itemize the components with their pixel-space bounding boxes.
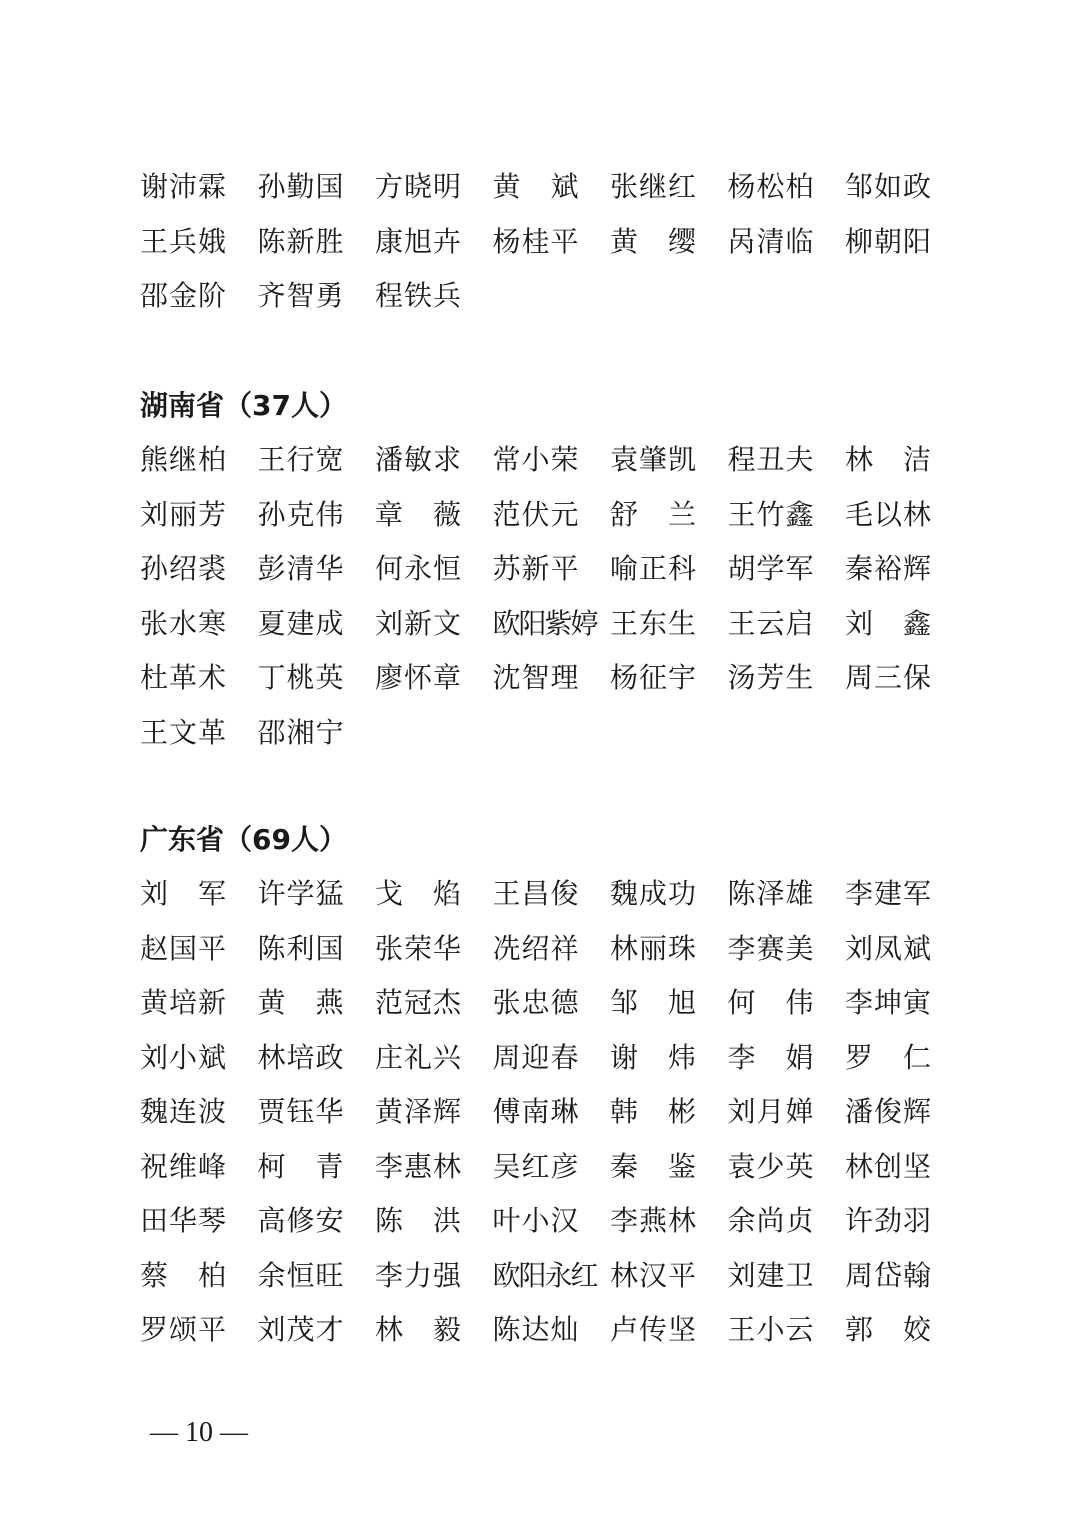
name-row [140,542,940,597]
name-row [140,215,940,270]
person-name: 刘茂才 [257,1313,345,1346]
person-name: 张继红 [610,170,698,203]
person-name: 刘建卫 [727,1258,815,1292]
person-name: 范伏元 [492,497,580,531]
person-name: 喻正科 [610,552,698,585]
person-name: 黄泽辉 [375,1095,463,1128]
person-name: 范冠杰 [375,986,463,1019]
person-name: 冼绍祥 [492,931,580,965]
section-heading-hunan: 湖南省（37人） [140,389,347,422]
person-name: 张荣华 [375,931,463,965]
person-name: 苏新平 [492,552,580,585]
person-name: 李惠林 [375,1149,463,1183]
person-name: 孙勤国 [257,170,345,203]
person-name: 罗 仁 [845,1040,933,1074]
person-name: 王竹鑫 [727,497,815,531]
person-name: 赵国平 [140,931,228,965]
person-name: 周岱翰 [845,1258,933,1292]
person-name: 林汉平 [610,1258,698,1292]
person-name: 李坤寅 [845,986,933,1019]
person-name: 黄 燕 [257,986,345,1019]
person-name: 夏建成 [257,606,345,640]
person-name: 方晓明 [375,170,463,203]
person-name: 贾钰华 [257,1095,345,1128]
person-name: 李建军 [845,877,933,910]
person-name: 丁桃英 [257,661,345,694]
person-name: 齐智勇 [257,279,345,312]
person-name: 常小荣 [492,443,580,476]
person-name: 刘凤斌 [845,931,933,965]
person-name: 熊继柏 [140,443,228,476]
name-row [140,1031,940,1086]
person-name: 李赛美 [727,931,815,965]
person-name: 杨松柏 [727,170,815,203]
person-name: 许劲羽 [845,1204,933,1237]
person-name: 康旭卉 [375,224,463,258]
person-name: 余恒旺 [257,1258,345,1292]
person-name: 何 伟 [727,986,815,1019]
person-name: 柳朝阳 [845,224,933,258]
person-name: 孙绍裘 [140,552,228,585]
person-name: 邹 旭 [610,986,698,1019]
name-row [140,269,940,324]
person-name: 刘 鑫 [845,606,933,640]
name-row [140,1085,940,1140]
person-name: 杜革术 [140,661,228,694]
person-name: 何永恒 [375,552,463,585]
person-name: 胡学军 [727,552,815,585]
person-name: 高修安 [257,1204,345,1237]
person-name: 李力强 [375,1258,463,1292]
person-name: 张忠德 [492,986,580,1019]
name-row [140,488,940,543]
person-name: 罗颂平 [140,1313,228,1346]
person-name: 郭 姣 [845,1313,933,1346]
name-row [140,1194,940,1249]
continued-name-list [140,160,940,324]
person-name: 陈泽雄 [727,877,815,910]
person-name: 程铁兵 [375,279,463,312]
person-name: 邵金阶 [140,279,228,312]
person-name: 陈新胜 [257,224,345,258]
name-row [140,1303,940,1358]
person-name: 林培政 [257,1040,345,1074]
person-name: 林丽珠 [610,931,698,965]
person-name: 潘敏求 [375,443,463,476]
name-row [140,976,940,1031]
person-name: 谢 炜 [610,1040,698,1074]
person-name: 刘小斌 [140,1040,228,1074]
person-name: 廖怀章 [375,661,463,694]
person-name: 傅南琳 [492,1095,580,1128]
person-name: 王东生 [610,606,698,640]
person-name: 邵湘宁 [257,715,345,749]
person-name: 汤芳生 [727,661,815,694]
person-name: 程丑夫 [727,443,815,476]
person-name: 李 娟 [727,1040,815,1074]
name-row [140,922,940,977]
person-name: 卢传坚 [610,1313,698,1346]
name-row [140,1249,940,1304]
person-name: 刘新文 [375,606,463,640]
person-name: 毛以林 [845,497,933,531]
name-row [140,706,940,761]
person-name: 周迎春 [492,1040,580,1074]
person-name: 袁少英 [727,1149,815,1183]
guangdong-name-list [140,867,940,1358]
person-name: 章 薇 [375,497,463,531]
person-name: 刘 军 [140,877,228,910]
person-name: 田华琴 [140,1204,228,1237]
person-name: 潘俊辉 [845,1095,933,1128]
name-row [140,867,940,922]
person-name: 魏成功 [610,877,698,910]
person-name: 呙清临 [727,224,815,258]
person-name: 祝维峰 [140,1149,228,1183]
person-name: 孙克伟 [257,497,345,531]
person-name: 刘丽芳 [140,497,228,531]
person-name: 魏连波 [140,1095,228,1128]
person-name: 邹如政 [845,170,933,203]
name-row [140,160,940,215]
person-name: 杨桂平 [492,224,580,258]
person-name: 许学猛 [257,877,345,910]
section-heading-guangdong: 广东省（69人） [140,823,347,856]
name-row [140,433,940,488]
person-name: 林 毅 [375,1313,463,1346]
person-name: 秦 鉴 [610,1149,698,1183]
person-name: 黄 斌 [492,170,580,203]
person-name: 王兵娥 [140,224,228,258]
person-name: 王云启 [727,606,815,640]
person-name: 蔡 柏 [140,1258,228,1292]
name-row [140,651,940,706]
person-name: 袁肇凯 [610,443,698,476]
person-name: 陈达灿 [492,1313,580,1346]
person-name: 周三保 [845,661,933,694]
person-name: 叶小汉 [492,1204,580,1237]
person-name: 陈利国 [257,931,345,965]
person-name: 黄培新 [140,986,228,1019]
person-name: 吴红彦 [492,1149,580,1183]
person-name: 欧阳紫婷 [492,606,597,640]
person-name: 杨征宇 [610,661,698,694]
person-name: 韩 彬 [610,1095,698,1128]
person-name: 林创坚 [845,1149,933,1183]
person-name: 秦裕辉 [845,552,933,585]
person-name: 余尚贞 [727,1204,815,1237]
person-name: 王文革 [140,715,228,749]
person-name: 张水寒 [140,606,228,640]
person-name: 沈智理 [492,661,580,694]
hunan-name-list [140,433,940,760]
person-name: 王小云 [727,1313,815,1346]
person-name: 舒 兰 [610,497,698,531]
page-number: — 10 — [150,1417,248,1448]
person-name: 谢沛霖 [140,170,228,203]
name-row [140,1140,940,1195]
person-name: 刘月婵 [727,1095,815,1128]
person-name: 戈 焰 [375,877,463,910]
name-row [140,597,940,652]
person-name: 柯 青 [257,1149,345,1183]
person-name: 黄 缨 [610,224,698,258]
person-name: 王昌俊 [492,877,580,910]
person-name: 陈 洪 [375,1204,463,1237]
person-name: 李燕林 [610,1204,698,1237]
person-name: 欧阳永红 [492,1258,597,1292]
person-name: 王行宽 [257,443,345,476]
person-name: 庄礼兴 [375,1040,463,1074]
person-name: 彭清华 [257,552,345,585]
person-name: 林 洁 [845,443,933,476]
